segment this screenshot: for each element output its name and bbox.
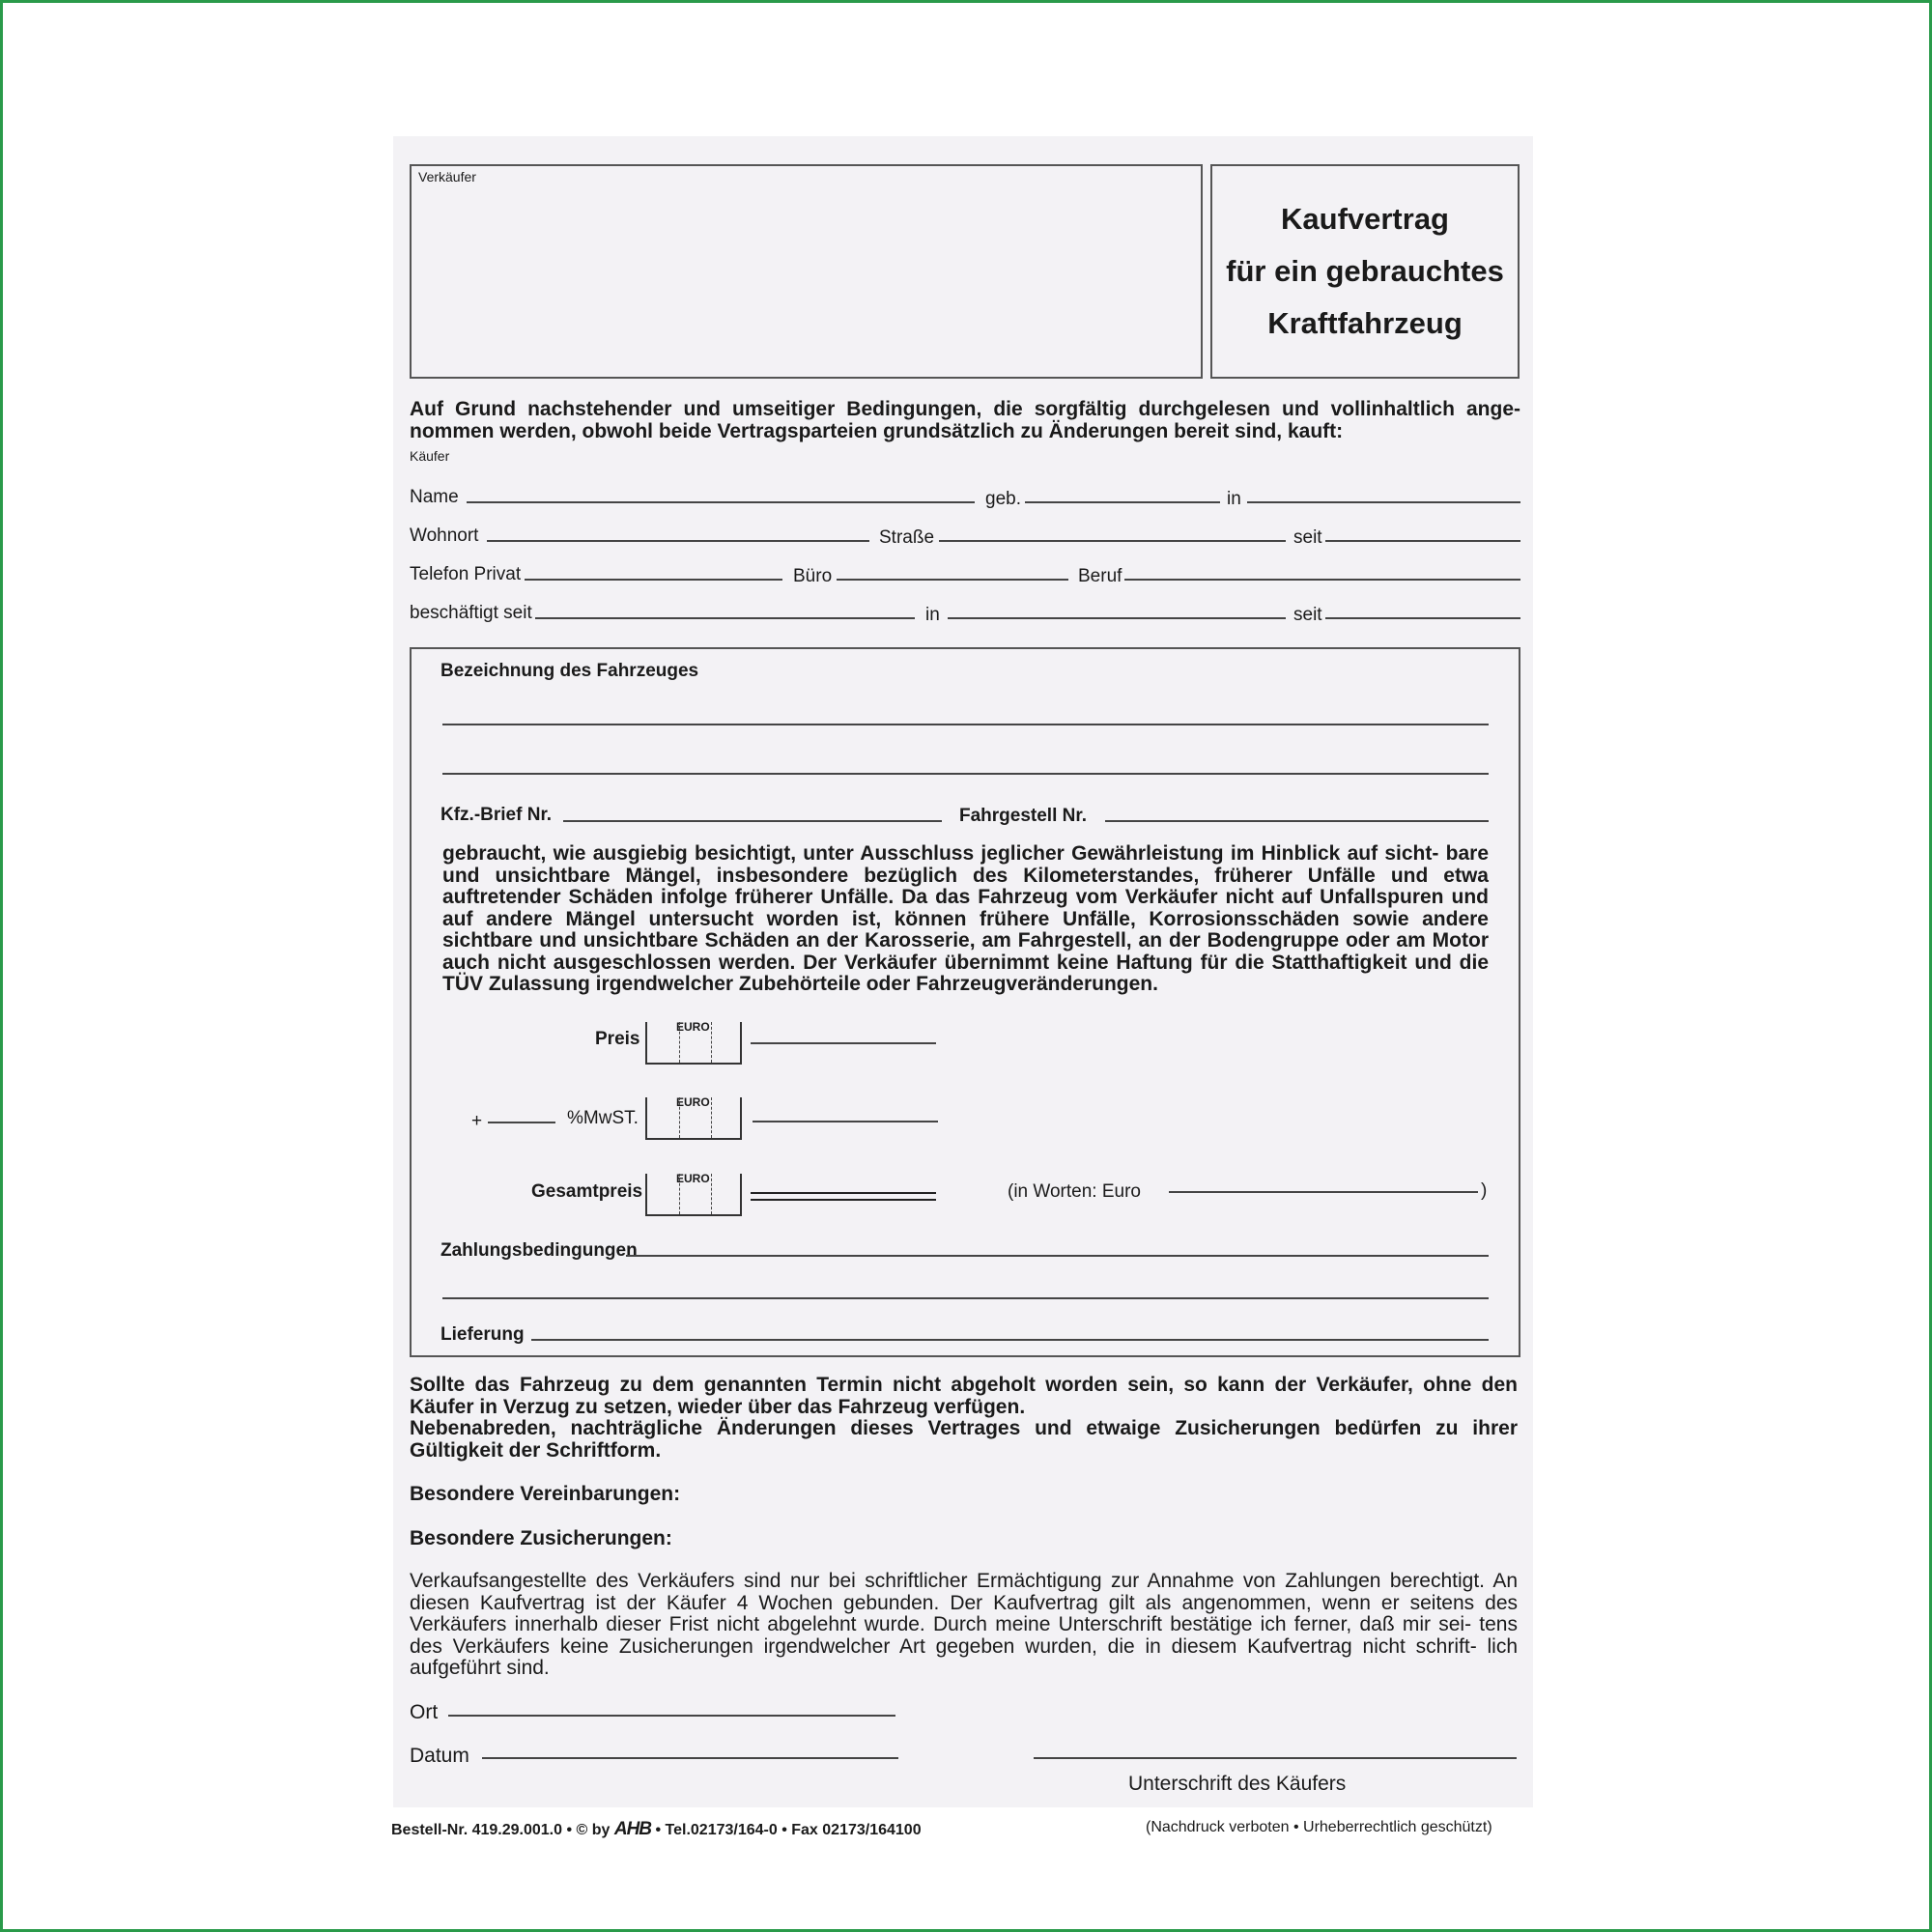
beruf-label: Beruf [1078, 566, 1122, 586]
datum-label: Datum [410, 1745, 469, 1767]
euro-box-divider [711, 1097, 712, 1138]
close-paren: ) [1481, 1180, 1488, 1201]
document-title [1210, 164, 1520, 379]
bezeichnung-label: Bezeichnung des Fahrzeuges [440, 661, 699, 681]
zahlungsbedingungen-field-1[interactable] [626, 1255, 1489, 1257]
beschaeftigt-seit-field[interactable] [1325, 617, 1520, 619]
ort-label: Ort [410, 1701, 439, 1723]
copyright-note: (Nachdruck verboten • Urheberrechtlich geschützt) [1146, 1819, 1492, 1835]
kfz-brief-field[interactable] [563, 820, 942, 822]
signature-field[interactable] [1034, 1757, 1517, 1759]
birthplace-field[interactable] [1247, 501, 1520, 503]
title-line-3: Kraftfahrzeug [1267, 306, 1463, 340]
gesamtpreis-euro-box[interactable] [645, 1174, 742, 1216]
order-number: Bestell-Nr. 419.29.001.0 • © by [391, 1822, 611, 1838]
seit-label-1: seit [1293, 527, 1322, 548]
terms-pickup: Sollte das Fahrzeug zu dem genannten Termin nicht abgeholt worden sein, so kann der Verkäufer, ohne den Käufer in Verzug zu setzen, wieder über das Fahrzeug verfügen. [410, 1374, 1518, 1418]
mwst-rate-field[interactable] [488, 1122, 555, 1123]
seit-label-2: seit [1293, 605, 1322, 625]
lieferung-label: Lieferung [440, 1324, 525, 1345]
in-label: in [1227, 489, 1241, 509]
besondere-zusicherungen-label: Besondere Zusicherungen: [410, 1527, 672, 1549]
geb-field[interactable] [1025, 501, 1220, 503]
preis-field[interactable] [751, 1042, 936, 1044]
beschaeftigt-field[interactable] [535, 617, 915, 619]
geb-label: geb. [985, 489, 1021, 509]
buero-label: Büro [793, 566, 833, 586]
gesamtpreis-label: Gesamtpreis [531, 1181, 643, 1202]
strasse-field[interactable] [939, 540, 1286, 542]
preis-label: Preis [595, 1029, 640, 1049]
intro-text: Auf Grund nachstehender und umseitiger Bedingungen, die sorgfältig durchgelesen und vollinhaltlich ange- nommen werden, obwohl beide Vertragsparteien grundsätzlich zu Änderungen bereit sind, kauft: [410, 398, 1520, 442]
kfz-brief-label: Kfz.-Brief Nr. [440, 805, 553, 825]
publisher-logo: AHB [613, 1819, 652, 1839]
seller-field[interactable] [410, 164, 1203, 379]
zahlungsbedingungen-field-2[interactable] [442, 1297, 1489, 1299]
euro-label: EURO [676, 1020, 710, 1034]
terms-written-form: Nebenabreden, nachträgliche Änderungen dieses Vertrages und etwaige Zusicherungen bedürfen zu ihrer Gültigkeit der Schriftform. [410, 1417, 1518, 1462]
buero-field[interactable] [837, 579, 1068, 581]
bezeichnung-field-2[interactable] [442, 773, 1489, 775]
preis-euro-box[interactable] [645, 1022, 742, 1065]
mwst-euro-box[interactable] [645, 1097, 742, 1140]
wohnort-field[interactable] [487, 540, 869, 542]
lieferung-field[interactable] [531, 1339, 1489, 1341]
ort-field[interactable] [448, 1715, 895, 1717]
fahrgestell-label: Fahrgestell Nr. [959, 806, 1087, 826]
euro-box-divider [711, 1022, 712, 1063]
seller-label: Verkäufer [418, 169, 476, 185]
beschaeftigt-label: beschäftigt seit [410, 603, 532, 623]
euro-box-divider [679, 1174, 680, 1214]
arbeitgeber-field[interactable] [948, 617, 1286, 619]
name-field[interactable] [467, 501, 975, 503]
title-line-2: für ein gebrauchtes [1226, 254, 1504, 288]
order-info [391, 1819, 922, 1840]
euro-box-divider [679, 1097, 680, 1138]
wohnort-label: Wohnort [410, 526, 479, 546]
euro-box-divider [711, 1174, 712, 1214]
besondere-vereinbarungen-label: Besondere Vereinbarungen: [410, 1483, 681, 1505]
terms-binding: Verkaufsangestellte des Verkäufers sind nur bei schriftlicher Ermächtigung zur Annahme von Zahlungen berechtigt. An diesen Kaufvertrag ist der Käufer 4 Wochen gebunden. Der Kaufvertrag gilt als angenommen, wenn er seitens des Verkäufers innerhalb dieser Frist nicht abgelehnt wurde. Durch meine Unterschrift bestätige ich ferner, daß mir sei- tens des Verkäufers keine Zusicherungen irgendwelcher Art gegeben wurden, die in diesem Kaufvertrag nicht schrift- lich aufgeführt sind. [410, 1570, 1518, 1679]
buyer-label: Käufer [410, 448, 450, 464]
title-line-1: Kaufvertrag [1281, 202, 1449, 236]
datum-field[interactable] [482, 1757, 898, 1759]
mwst-label: %MwST. [567, 1108, 639, 1128]
mwst-field[interactable] [753, 1121, 938, 1122]
telefon-field[interactable] [525, 579, 782, 581]
telefon-label: Telefon Privat [410, 564, 522, 584]
gesamtpreis-field[interactable] [751, 1192, 936, 1201]
signature-label: Unterschrift des Käufers [1128, 1773, 1347, 1795]
in-label-2: in [925, 605, 940, 625]
disclaimer-text: gebraucht, wie ausgiebig besichtigt, unter Ausschluss jeglicher Gewährleistung im Hinblick auf sicht- bare und unsichtbare Mängel, insbesondere bezüglich des Kilometerstandes, früherer Unfälle und etwa auftretender Schäden infolge früherer Unfälle. Da das Fahrzeug vom Verkäufer nicht auf Unfallspuren und auf andere Mängel untersucht worden ist, können frühere Unfälle, Korrosionsschäden sowie andere sichtbare und unsichtbare Schäden an der Karosserie, am Fahrgestell, an der Bodengruppe oder am Motor auch nicht ausgeschlossen werden. Der Verkäufer übernimmt keine Haftung für die Statthaftigkeit und die TÜV Zulassung irgendwelcher Zubehörteile oder Fahrzeugveränderungen. [442, 842, 1489, 995]
beruf-field[interactable] [1124, 579, 1520, 581]
in-worten-field[interactable] [1169, 1191, 1478, 1193]
name-label: Name [410, 487, 459, 507]
fahrgestell-field[interactable] [1105, 820, 1489, 822]
euro-box-divider [679, 1022, 680, 1063]
contact-info: • Tel.02173/164-0 • Fax 02173/164100 [655, 1822, 922, 1838]
zahlungsbedingungen-label: Zahlungsbedingungen [440, 1240, 638, 1261]
plus-sign: + [471, 1111, 483, 1131]
strasse-label: Straße [879, 527, 935, 548]
wohnort-seit-field[interactable] [1325, 540, 1520, 542]
euro-label: EURO [676, 1172, 710, 1185]
in-worten-label: (in Worten: Euro [1008, 1181, 1141, 1202]
bezeichnung-field-1[interactable] [442, 724, 1489, 725]
euro-label: EURO [676, 1095, 710, 1109]
